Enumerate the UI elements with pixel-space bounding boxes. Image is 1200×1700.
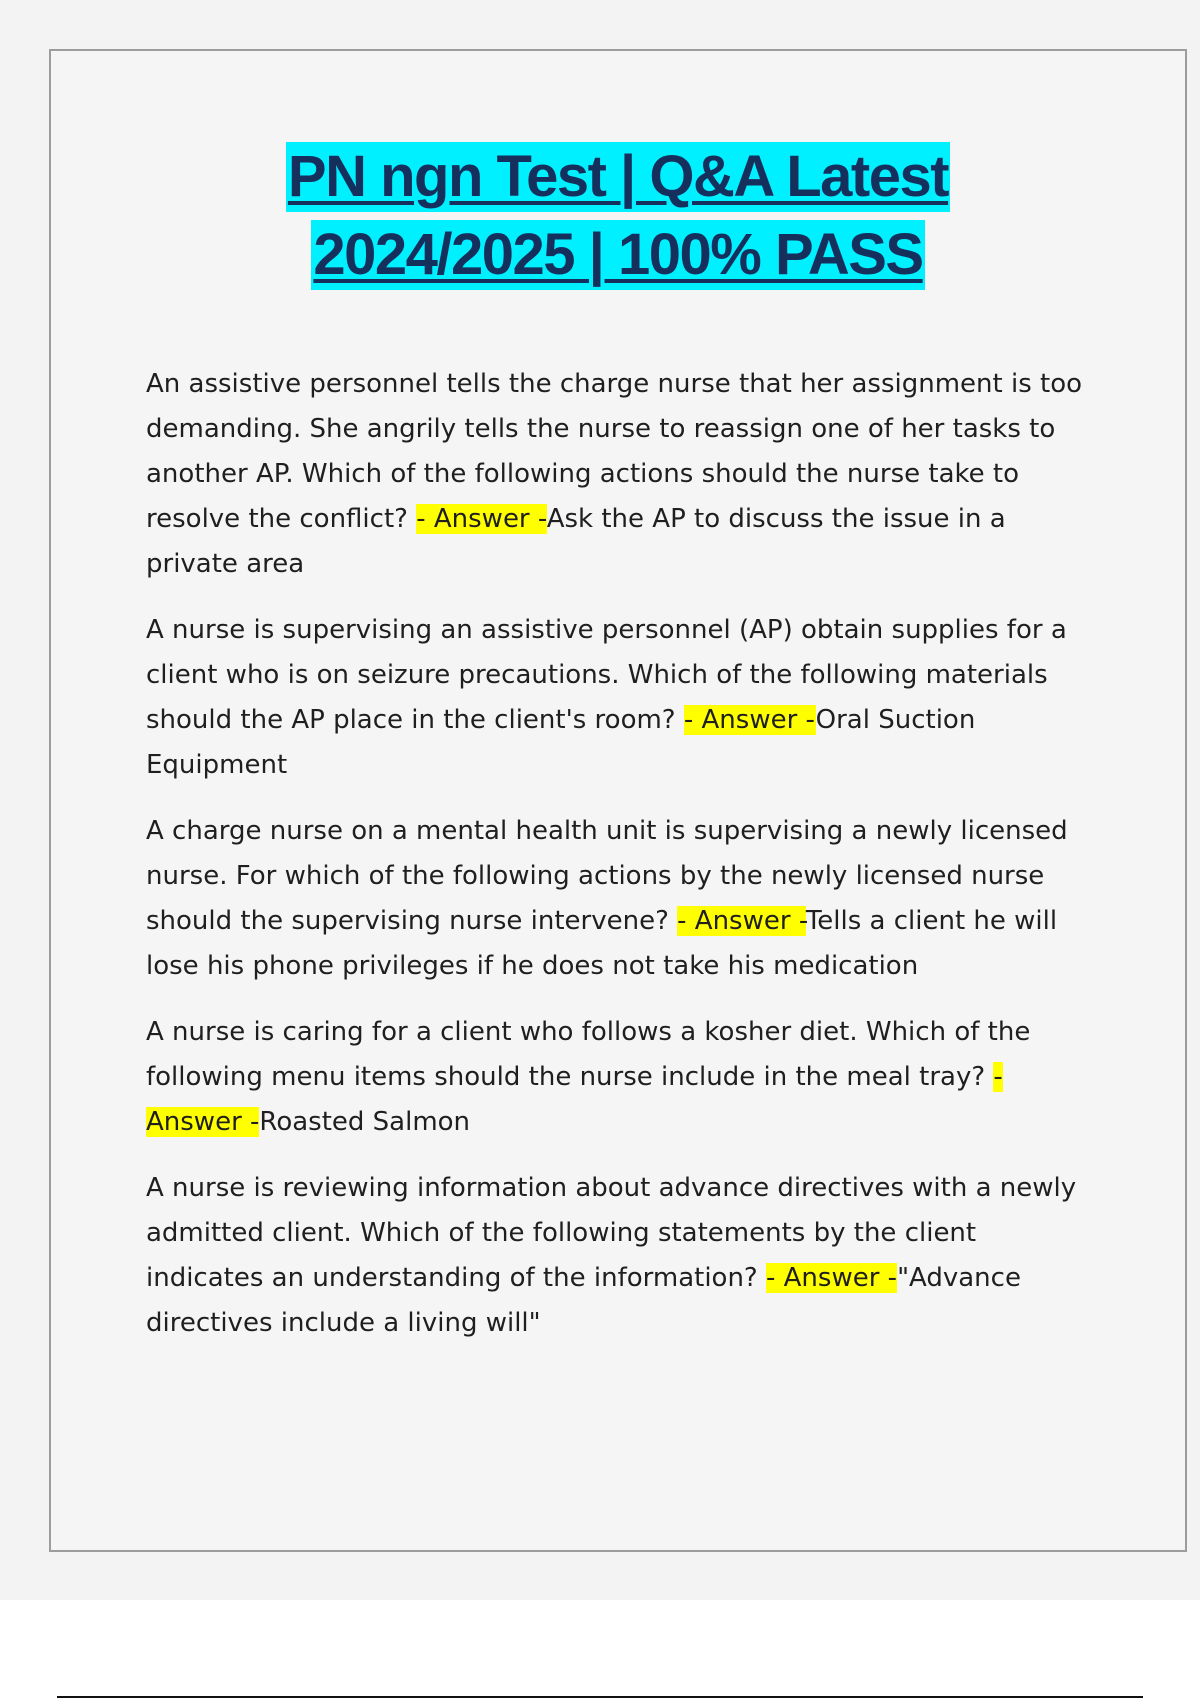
- qa-item: [146, 608, 1086, 788]
- answer-text: "Advance directives include a living will": [146, 1263, 1021, 1338]
- question-text: A nurse is reviewing information about advance directives with a newly admitted client. Which of the following statements by the client indicates an understanding of the information?: [146, 1173, 1077, 1293]
- title-line-1: PN ngn Test | Q&A Latest: [286, 142, 950, 212]
- answer-marker: - Answer -: [683, 705, 816, 735]
- question-text: A charge nurse on a mental health unit is supervising a newly licensed nurse. For which of the following actions by the newly licensed nurse should the supervising nurse intervene?: [146, 816, 1068, 936]
- qa-item: [146, 809, 1086, 989]
- footer-rule: [57, 1696, 1143, 1698]
- qa-item: [146, 1010, 1086, 1145]
- answer-text: Tells a client he will lose his phone privileges if he does not take his medication: [146, 906, 1058, 981]
- title-line-2: 2024/2025 | 100% PASS: [311, 220, 924, 290]
- qa-item: [146, 362, 1086, 587]
- question-text: A nurse is caring for a client who follows a kosher diet. Which of the following menu items should the nurse include in the meal tray?: [146, 1017, 1031, 1092]
- question-text: A nurse is supervising an assistive personnel (AP) obtain supplies for a client who is on seizure precautions. Which of the following materials should the AP place in the client's room?: [146, 615, 1067, 735]
- answer-marker: - Answer -: [677, 906, 806, 936]
- answer-marker: - Answer -: [766, 1263, 898, 1293]
- qa-list: [146, 362, 1086, 1367]
- answer-text: Oral Suction Equipment: [146, 705, 976, 780]
- answer-text: Ask the AP to discuss the issue in a private area: [146, 504, 1006, 579]
- answer-text: Roasted Salmon: [259, 1107, 471, 1137]
- answer-marker: - Answer -: [146, 1062, 1003, 1137]
- answer-marker: - Answer -: [416, 504, 547, 534]
- question-text: An assistive personnel tells the charge nurse that her assignment is too demanding. She angrily tells the nurse to reassign one of her tasks to another AP. Which of the following actions should the nurse take to resolve the conflict?: [146, 369, 1083, 534]
- qa-item: [146, 1166, 1086, 1346]
- document-title: [0, 142, 1200, 298]
